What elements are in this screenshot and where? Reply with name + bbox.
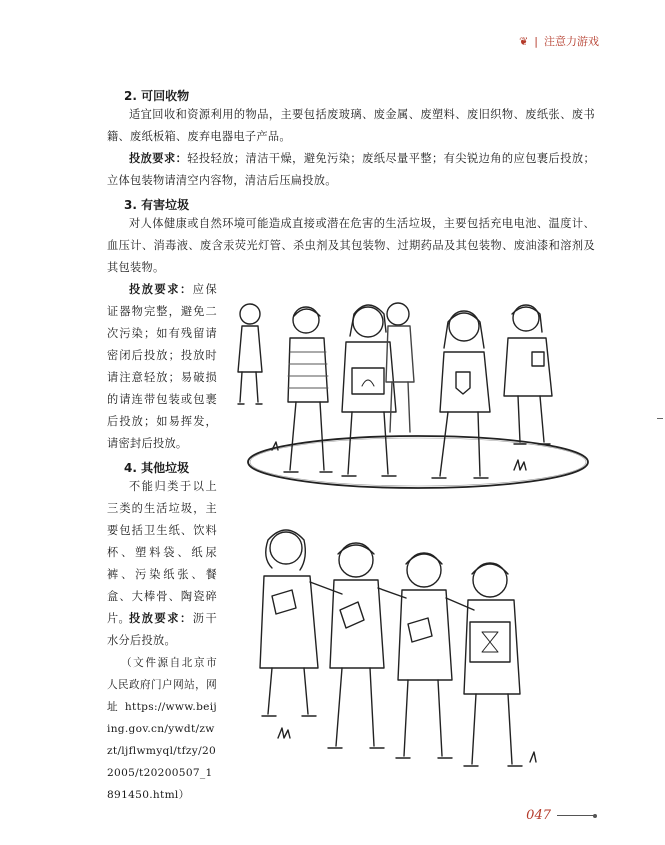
- heading-other: 4. 其他垃圾: [124, 461, 190, 475]
- leaf-emblem-icon: ❦: [519, 34, 529, 48]
- page-number: 047: [526, 808, 551, 823]
- heading-hazardous: 3. 有害垃圾: [124, 198, 190, 212]
- page-footer: [526, 808, 595, 823]
- text-requirement: 沥干水分后投放。: [107, 612, 217, 647]
- running-header: [519, 33, 599, 49]
- source-note: （文件源自北京市人民政府门户网站，网址 https://www.beijing.gov.cn/ywdt/zwzt/ljflwmyql/tfzy/202005/t20200507_1891450.html）: [107, 657, 217, 801]
- paragraph-other: 不能归类于以上三类的生活垃圾，主要包括卫生纸、饮料杯、塑料袋、纸尿裤、污染纸张、餐盒、大棒骨、陶瓷碎片。: [107, 480, 217, 625]
- label-requirement: 投放要求：: [129, 283, 193, 296]
- header-separator: |: [534, 34, 538, 48]
- edge-tick-mark: [657, 418, 663, 419]
- paragraph-recyclable-requirement: [107, 148, 595, 192]
- label-requirement: 投放要求：: [129, 612, 193, 625]
- heading-recyclable: 2. 可回收物: [124, 89, 190, 103]
- paragraph-recyclable: 适宜回收和资源利用的物品，主要包括废玻璃、废金属、废塑料、废旧织物、废纸张、废书籍、废纸板箱、废弃电器电子产品。: [107, 108, 595, 143]
- text-requirement: 轻投轻放；清洁干燥，避免污染；废纸尽量平整；有尖锐边角的应包裹后投放；立体包装物请清空内容物，清洁后压扁投放。: [107, 152, 595, 187]
- paragraph-hazardous-requirement: [107, 279, 217, 455]
- children-line-holding-shoulders-illustration: [238, 518, 548, 778]
- paragraph-other-requirement: [107, 608, 217, 652]
- footer-rule: [557, 815, 595, 816]
- paragraph-hazardous: 对人体健康或自然环境可能造成直接或潜在危害的生活垃圾，主要包括充电电池、温度计、血压计、消毒液、废含汞荧光灯管、杀虫剂及其包装物、过期药品及其包装物、废油漆和溶剂及其包装物。: [107, 217, 595, 274]
- label-requirement: 投放要求：: [129, 152, 188, 165]
- children-circle-game-illustration: [228, 292, 598, 492]
- header-section-title: 注意力游戏: [544, 35, 599, 48]
- text-requirement: 应保证器物完整，避免二次污染；如有残留请密闭后投放；投放时请注意轻放；易破损的请连带包装或包裹后投放；如易挥发，请密封后投放。: [107, 283, 217, 450]
